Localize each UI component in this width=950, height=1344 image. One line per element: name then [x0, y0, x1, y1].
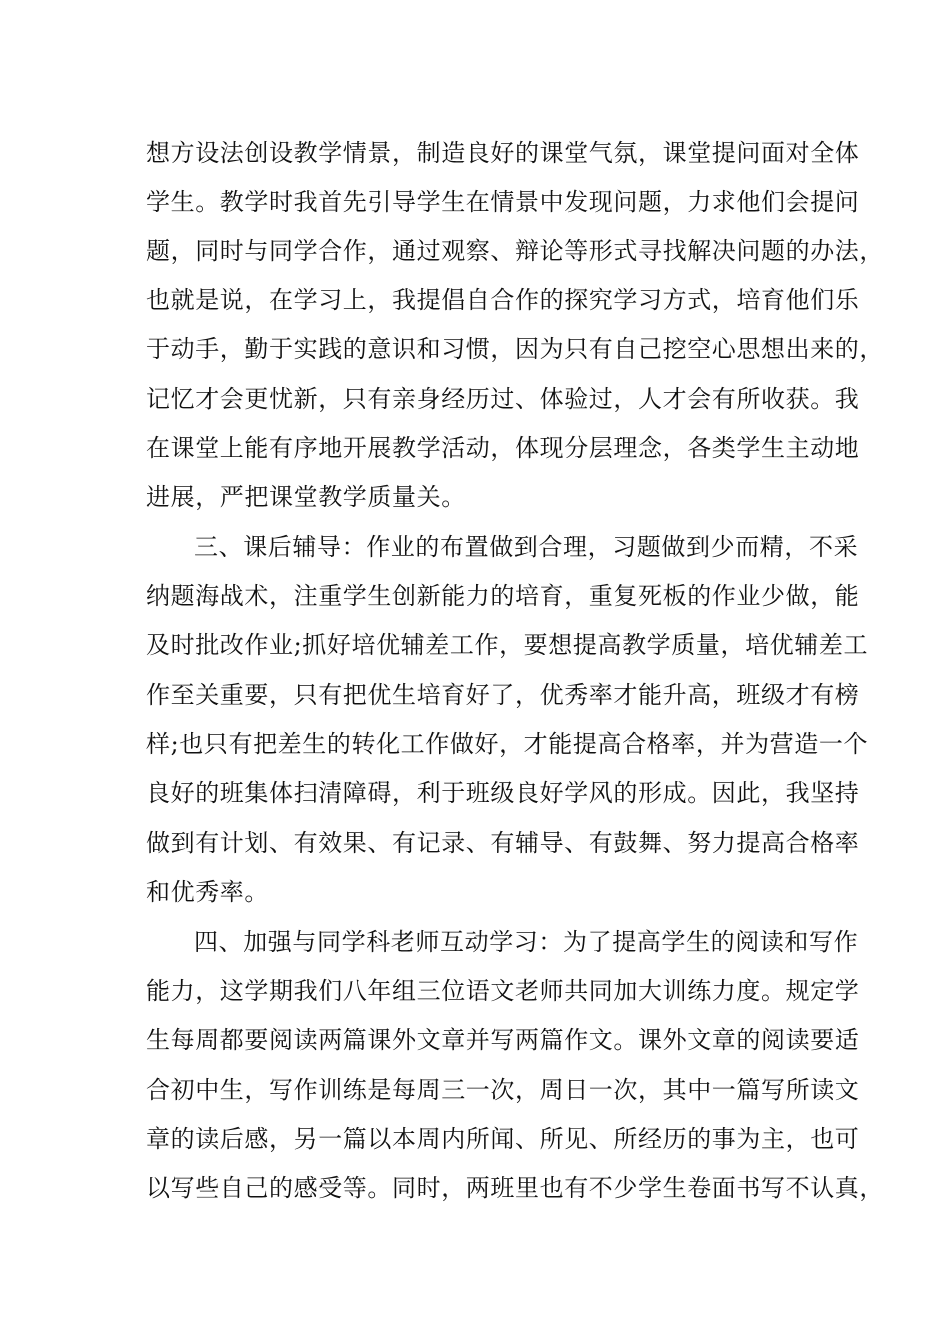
paragraph-first-line: 四、加强与同学科老师互动学习：为了提高学生的阅读和写作: [194, 928, 859, 956]
text-line: 学生。教学时我首先引导学生在情景中发现问题，力求他们会提问: [146, 188, 860, 216]
text-line: 样;也只有把差生的转化工作做好，才能提高合格率，并为营造一个: [146, 730, 869, 758]
text-line: 也就是说，在学习上，我提倡自合作的探究学习方式，培育他们乐: [146, 286, 860, 314]
text-line: 记忆才会更忧新，只有亲身经历过、体验过，人才会有所收获。我: [146, 385, 860, 413]
text-line: 于动手，勤于实践的意识和习惯，因为只有自己挖空心思想出来的，: [146, 335, 884, 363]
text-line: 纳题海战术，注重学生创新能力的培育，重复死板的作业少做，能: [146, 582, 860, 610]
text-line: 合初中生，写作训练是每周三一次，周日一次，其中一篇写所读文: [146, 1076, 860, 1104]
paragraph-first-line: 三、课后辅导：作业的布置做到合理，习题做到少而精，不采: [194, 533, 859, 561]
text-line: 做到有计划、有效果、有记录、有辅导、有鼓舞、努力提高合格率: [146, 829, 860, 857]
text-line: 良好的班集体扫清障碍，利于班级良好学风的形成。因此，我坚持: [146, 779, 860, 807]
text-line: 以写些自己的感受等。同时，两班里也有不少学生卷面书写不认真，: [146, 1174, 884, 1202]
text-line: 在课堂上能有序地开展教学活动，体现分层理念，各类学生主动地: [146, 434, 860, 462]
text-line: 章的读后感，另一篇以本周内所闻、所见、所经历的事为主，也可: [146, 1125, 860, 1153]
text-line: 作至关重要，只有把优生培育好了，优秀率才能升高，班级才有榜: [146, 681, 860, 709]
text-line: 想方设法创设教学情景，制造良好的课堂气氛，课堂提问面对全体: [146, 139, 860, 167]
text-line: 能力，这学期我们八年组三位语文老师共同加大训练力度。规定学: [146, 977, 860, 1005]
text-line: 进展，严把课堂教学质量关。: [146, 483, 466, 511]
text-line: 及时批改作业;抓好培优辅差工作，要想提高教学质量，培优辅差工: [146, 631, 869, 659]
text-line: 题，同时与同学合作，通过观察、辩论等形式寻找解决问题的办法，: [146, 237, 884, 265]
text-line: 和优秀率。: [146, 878, 269, 906]
text-line: 生每周都要阅读两篇课外文章并写两篇作文。课外文章的阅读要适: [146, 1026, 860, 1054]
